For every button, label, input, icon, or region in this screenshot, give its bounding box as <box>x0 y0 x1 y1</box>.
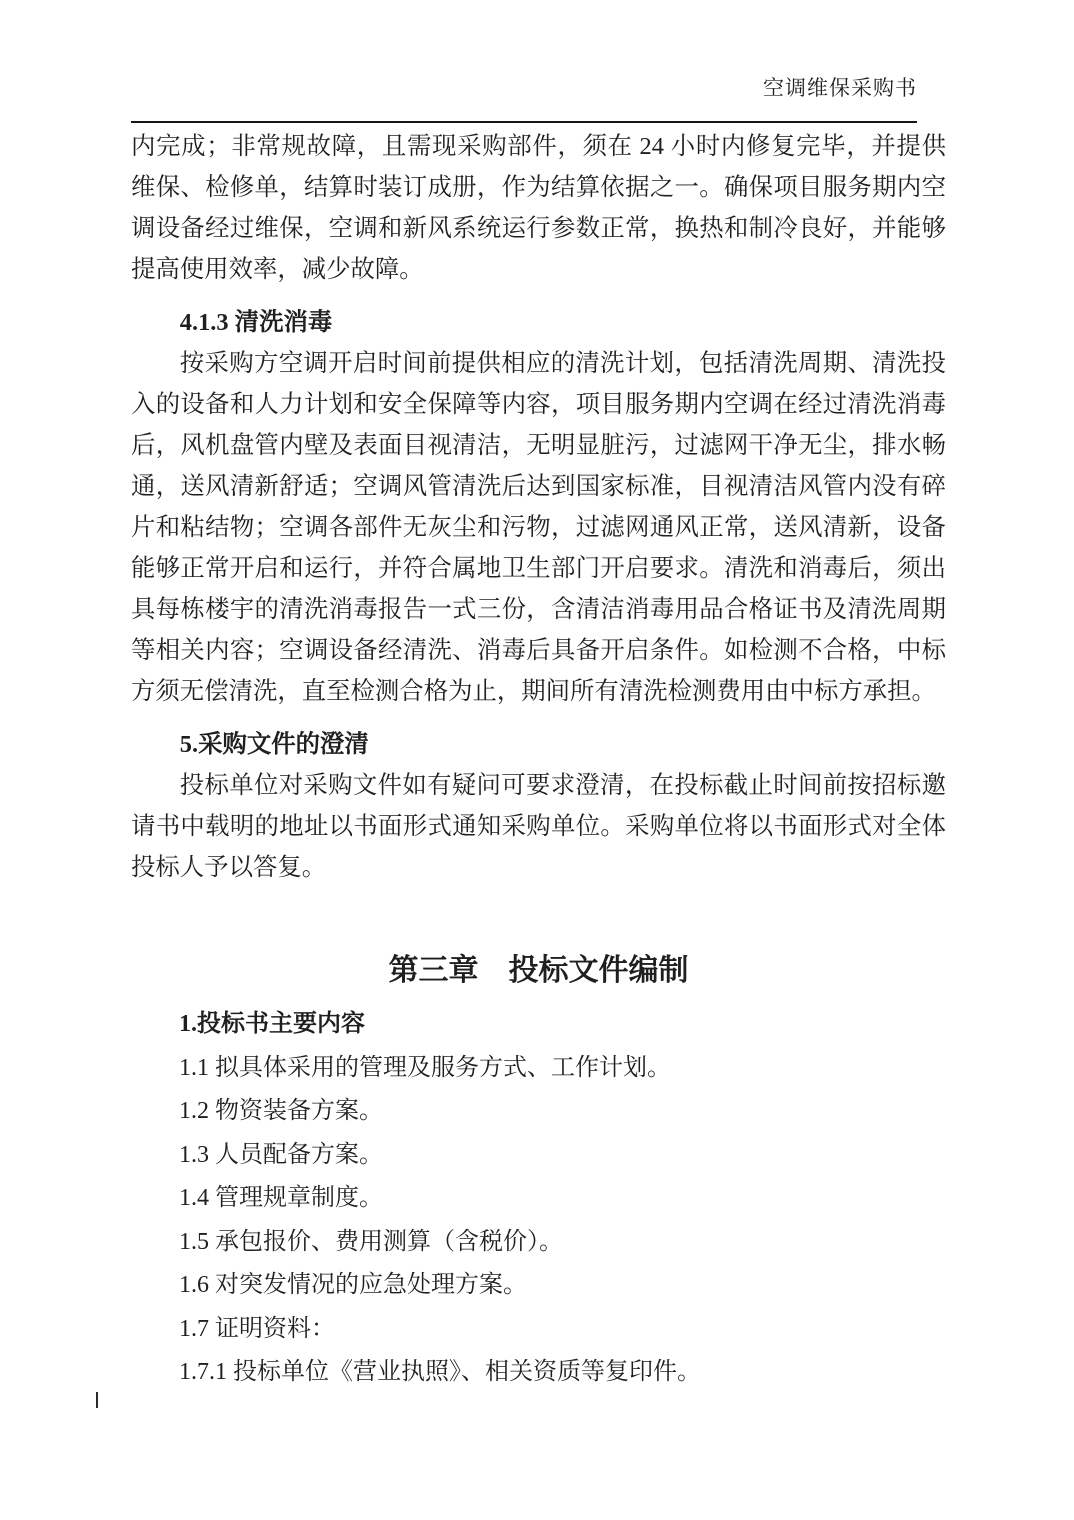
list-item-1-4: 1.4 管理规章制度。 <box>179 1185 383 1211</box>
text-cursor-mark <box>96 1392 98 1408</box>
list-item-1-7-1: 1.7.1 投标单位《营业执照》、相关资质等复印件。 <box>179 1359 701 1385</box>
list-item-1-5: 1.5 承包报价、费用测算（含税价）。 <box>179 1228 563 1255</box>
header-divider <box>131 121 917 123</box>
heading-5-clarification: 5.采购文件的澄清 <box>179 731 369 758</box>
list-item-1-2: 1.2 物资装备方案。 <box>179 1098 383 1124</box>
list-item-1-7: 1.7 证明资料： <box>179 1315 335 1342</box>
page-header <box>131 76 917 100</box>
section-1-heading: 1.投标书主要内容 <box>179 1011 365 1037</box>
list-item-1-1: 1.1 拟具体采用的管理及服务方式、工作计划。 <box>179 1054 671 1081</box>
chapter-title: 第三章 投标文件编制 <box>388 954 689 987</box>
header-title: 空调维保采购书 <box>763 76 917 100</box>
document-body <box>131 126 946 1395</box>
heading-4-1-3-cleaning: 4.1.3 清洗消毒 <box>179 309 333 336</box>
list-item-1-3: 1.3 人员配备方案。 <box>179 1141 383 1168</box>
paragraph-repair-completion: 内完成；非常规故障，且需现采购部件，须在 24 小时内修复完毕，并提供维保、检修单，结算时装订成册，作为结算依据之一。确保项目服务期内空调设备经过维保，空调和新风系统运行参数正常，换热和制冷良好，并能够提高使用效率，减少故障。 <box>131 133 946 283</box>
paragraph-clarification: 投标单位对采购文件如有疑问可要求澄清，在投标截止时间前按招标邀请书中载明的地址以书面形式通知采购单位。采购单位将以书面形式对全体投标人予以答复。 <box>131 772 946 881</box>
list-item-1-6: 1.6 对突发情况的应急处理方案。 <box>179 1272 527 1298</box>
paragraph-cleaning-disinfection: 按采购方空调开启时间前提供相应的清洗计划，包括清洗周期、清洗投入的设备和人力计划和安全保障等内容，项目服务期内空调在经过清洗消毒后，风机盘管内壁及表面目视清洁，无明显脏污，过滤网干净无尘，排水畅通，送风清新舒适；空调风管清洗后达到国家标准，目视清洁风管内没有碎片和粘结物；空调各部件无灰尘和污物，过滤网通风正常，送风清新，设备能够正常开启和运行，并符合属地卫生部门开启要求。清洗和消毒后，须出具每栋楼宇的清洗消毒报告一式三份，含清洁消毒用品合格证书及清洗周期等相关内容；空调设备经清洗、消毒后具备开启条件。如检测不合格，中标方须无偿清洗，直至检测合格为止，期间所有清洗检测费用由中标方承担。 <box>131 350 946 705</box>
